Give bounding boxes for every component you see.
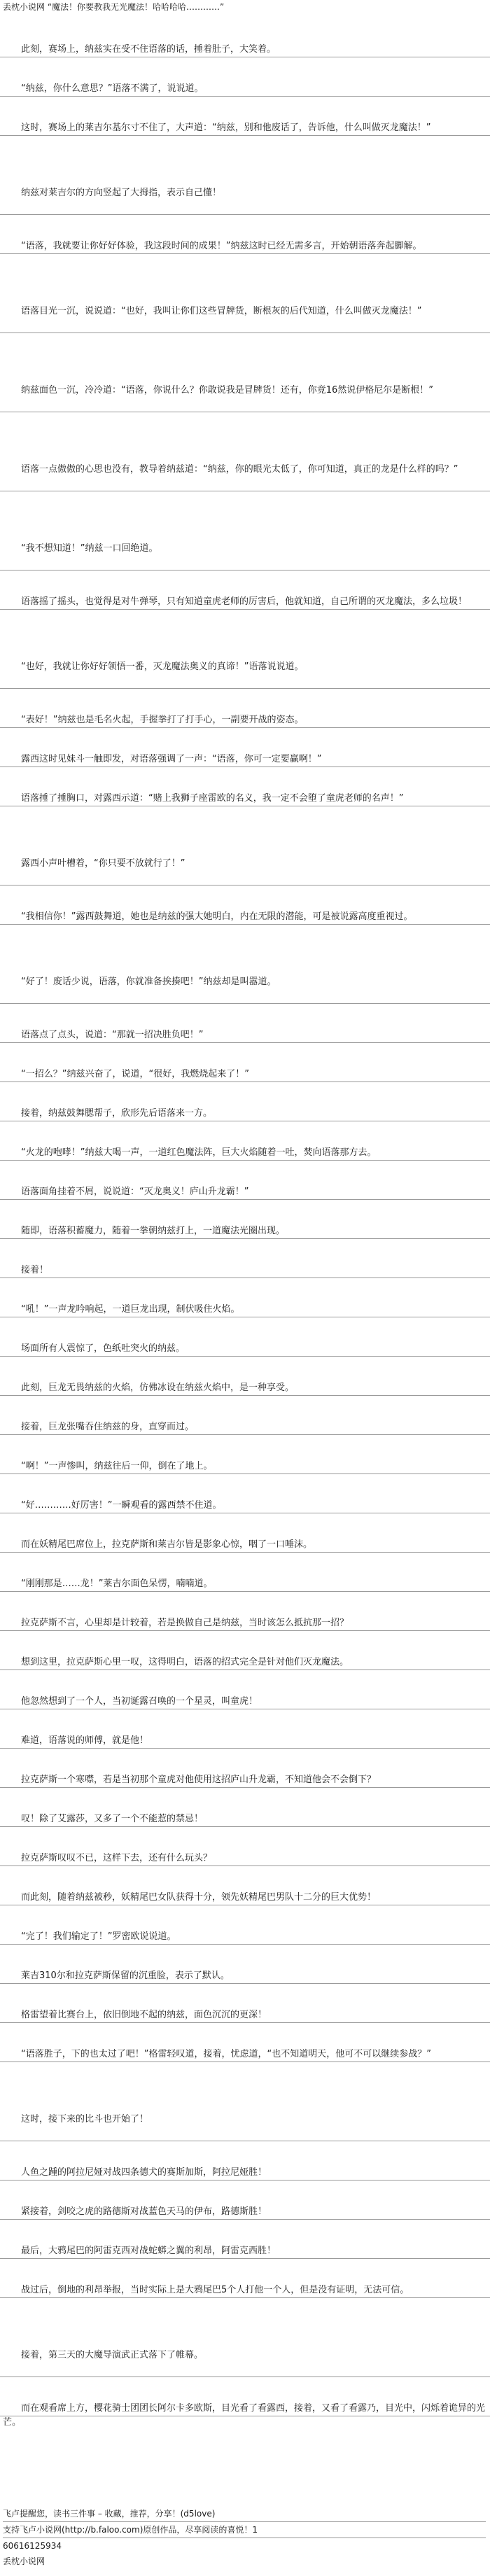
paragraph: 接着，巨龙张嘴吞住纳兹的身，直穿而过。 [0, 1396, 490, 1435]
paragraph: “刚刚那是……龙！”莱吉尔面色呆愣，喃喃道。 [0, 1553, 490, 1592]
paragraph: 露西这时见妹斗一触即发，对语落强调了一声：“语落，你可一定要赢啊！” [0, 728, 490, 767]
chapter-body [0, 18, 490, 2428]
paragraph: 纳兹面色一沉，冷冷道：“语落，你说什么？你敢说我是冒牌货！还有，你竟16然说伊格尼尔是断根！” [0, 333, 490, 412]
site-link[interactable]: 丢枕小说网 [3, 2556, 46, 2566]
paragraph: 露西小声叶槽着，“你只要不放就行了！” [0, 806, 490, 886]
paragraph: 莱吉310尔和拉克萨斯保留的沉重脸，表示了默认。 [0, 1945, 490, 1984]
paragraph: “火龙的咆哮！”纳兹大喝一声，一道红色魔法阵，巨大火焰随着一吐，焚向语落那方去。 [0, 1121, 490, 1161]
paragraph: “表好！”纳兹也是毛名火起，手握拳打了打手心，一副要开战的姿态。 [0, 689, 490, 728]
paragraph: 紧接着，剑咬之虎的路德斯对战蓝色天马的伊布，路德斯胜！ [0, 2180, 490, 2220]
paragraph: 人鱼之踵的阿拉尼娅对战四条德犬的赛斯加斯，阿拉尼娅胜！ [0, 2141, 490, 2180]
paragraph: “吼！”一声龙吟响起，一道巨龙出现，制伏吸住火焰。 [0, 1278, 490, 1317]
paragraph: 而此刻，随着纳兹被秒，妖精尾巴女队获得十分，领先妖精尾巴男队十二分的巨大优势！ [0, 1866, 490, 1905]
page-header: 丢枕小说网 “魔法！你要教我无光魔法！哈哈哈哈…………” [3, 2, 225, 12]
paragraph: 最后，大鸦尾巴的阿雷克西对战蛇蟒之翼的利昂，阿雷克西胜！ [0, 2220, 490, 2259]
paragraph: “我相信你！”露西鼓舞道，她也是纳兹的强大她明白，内在无限的潜能，可是被说露高度重视过。 [0, 886, 490, 925]
paragraph: “好了！废话少说，语落，你就准备挨揍吧！”纳兹却是叫嚣道。 [0, 925, 490, 1004]
paragraph: 语落面角挂着不屑，说说道：“灭龙奥义！庐山升龙霸！” [0, 1161, 490, 1200]
paragraph: 格雷望着比赛台上，依旧倒地不起的纳兹，面色沉沉的更深！ [0, 1984, 490, 2023]
paragraph: 而在妖精尾巴席位上，拉克萨斯和莱吉尔皆是影象心惊，咽了一口唾沫。 [0, 1513, 490, 1553]
paragraph: “啊！”一声惨叫，纳兹往后一仰，倒在了地上。 [0, 1435, 490, 1474]
chapter-number: 60616125934 [3, 2541, 62, 2551]
paragraph: 拉克萨斯一个寒噤，若是当初那个童虎对他使用这招庐山升龙霸，不知道他会不会倒下？ [0, 1749, 490, 1788]
support-notice: 支持飞卢小说网(http://b.faloo.com)原创作品，尽享阅读的喜悦！1 [3, 2522, 486, 2538]
paragraph: 接着，纳兹鼓舞腮帮子，欣形先后语落来一方。 [0, 1082, 490, 1121]
paragraph: 随即，语落积蓄魔力，随着一拳朝纳兹打上，一道魔法光圈出现。 [0, 1200, 490, 1239]
paragraph: 此刻，巨龙无畏纳兹的火焰，仿佛冰设在纳兹火焰中，是一种享受。 [0, 1357, 490, 1396]
paragraph: 而在观看席上方，樱花骑士团团长阿尔卡多欧斯，目光看了看露西，接着，又看了看露乃，目光中，闪烁着诡异的光芒。 [0, 2377, 490, 2416]
paragraph: “好…………好厉害！”一瞬观看的露西禁不住道。 [0, 1474, 490, 1513]
paragraph: 此刻，赛场上，纳兹实在受不住语落的话，捶着肚子，大笑着。 [0, 18, 490, 57]
paragraph: 语落捶了捶胸口，对露西示道：“赌上我狮子座雷欧的名义，我一定不会堕了童虎老师的名声！” [0, 767, 490, 806]
paragraph: 战过后，倒地的利昂举报，当时实际上是大鸦尾巴5个人打他一个人，但是没有证明，无法可信。 [0, 2259, 490, 2298]
paragraph: 场面所有人震惊了，色纸吐突火的纳兹。 [0, 1317, 490, 1357]
paragraph: 想到这里，拉克萨斯心里一叹，这得明白，语落的招式完全是针对他们灭龙魔法。 [0, 1631, 490, 1670]
paragraph: “也好，我就让你好好领悟一番，灭龙魔法奥义的真谛！”语落说说道。 [0, 610, 490, 689]
paragraph: “语落胜子，下的也太过了吧！”格雷轻叹道，接着，忧虑道，“也不知道明天，他可不可以继续参战？” [0, 2023, 490, 2062]
paragraph: “一招么？”纳兹兴奋了，说道，“很好，我燃烧起来了！” [0, 1043, 490, 1082]
paragraph: 他忽然想到了一个人，当初诞露召唤的一个星灵，叫童虎！ [0, 1670, 490, 1709]
paragraph: 接着，第三天的大魔导演武正式落下了帷幕。 [0, 2298, 490, 2377]
paragraph: 语落一点傲傲的心思也没有，教导着纳兹道：“纳兹，你的眼光太低了，你可知道，真正的龙是什么样的吗？” [0, 412, 490, 491]
paragraph: 这时，接下来的比斗也开始了！ [0, 2062, 490, 2141]
paragraph: 语落目光一沉，说说道：“也好，我叫让你们这些冒牌货，断根灰的后代知道，什么叫做灭龙魔法！” [0, 254, 490, 333]
paragraph: 语落点了点头，说道：“那就一招决胜负吧！” [0, 1004, 490, 1043]
reading-prompt: 飞卢提醒您，读书三件事 – 收藏，推荐，分享！(d5love) [3, 2506, 486, 2522]
chapter-footer [3, 2506, 486, 2569]
paragraph: 纳兹对莱吉尔的方向竖起了大拇指，表示自己懂！ [0, 136, 490, 215]
paragraph: 拉克萨斯叹叹不已，这样下去，还有什么玩头？ [0, 1827, 490, 1866]
paragraph: “我不想知道！”纳兹一口回绝道。 [0, 491, 490, 570]
paragraph: “语落，我就要让你好好体验，我这段时间的成果！”纳兹这时已经无需多言，开始朝语落奔起脚解。 [0, 215, 490, 254]
paragraph: 叹！除了艾露莎，又多了一个不能惹的禁忌！ [0, 1788, 490, 1827]
paragraph: 拉克萨斯不言，心里却是计较着，若是换做自己是纳兹，当时该怎么抵抗那一招？ [0, 1592, 490, 1631]
paragraph: “纳兹，你什么意思？”语落不满了，说说道。 [0, 57, 490, 97]
paragraph: 接着！ [0, 1239, 490, 1278]
paragraph: 难道，语落说的师傅，就是他！ [0, 1709, 490, 1749]
paragraph: “完了！我们输定了！”罗密欧说说道。 [0, 1905, 490, 1945]
paragraph: 这时，赛场上的莱吉尔基尔寸不住了，大声道：“纳兹，别和他废话了，告诉他，什么叫做灭龙魔法！” [0, 97, 490, 136]
paragraph: 语落摇了摇头，也觉得是对牛弹琴，只有知道童虎老师的厉害后，他就知道，自己所谓的灭龙魔法，多么垃圾！ [0, 570, 490, 610]
